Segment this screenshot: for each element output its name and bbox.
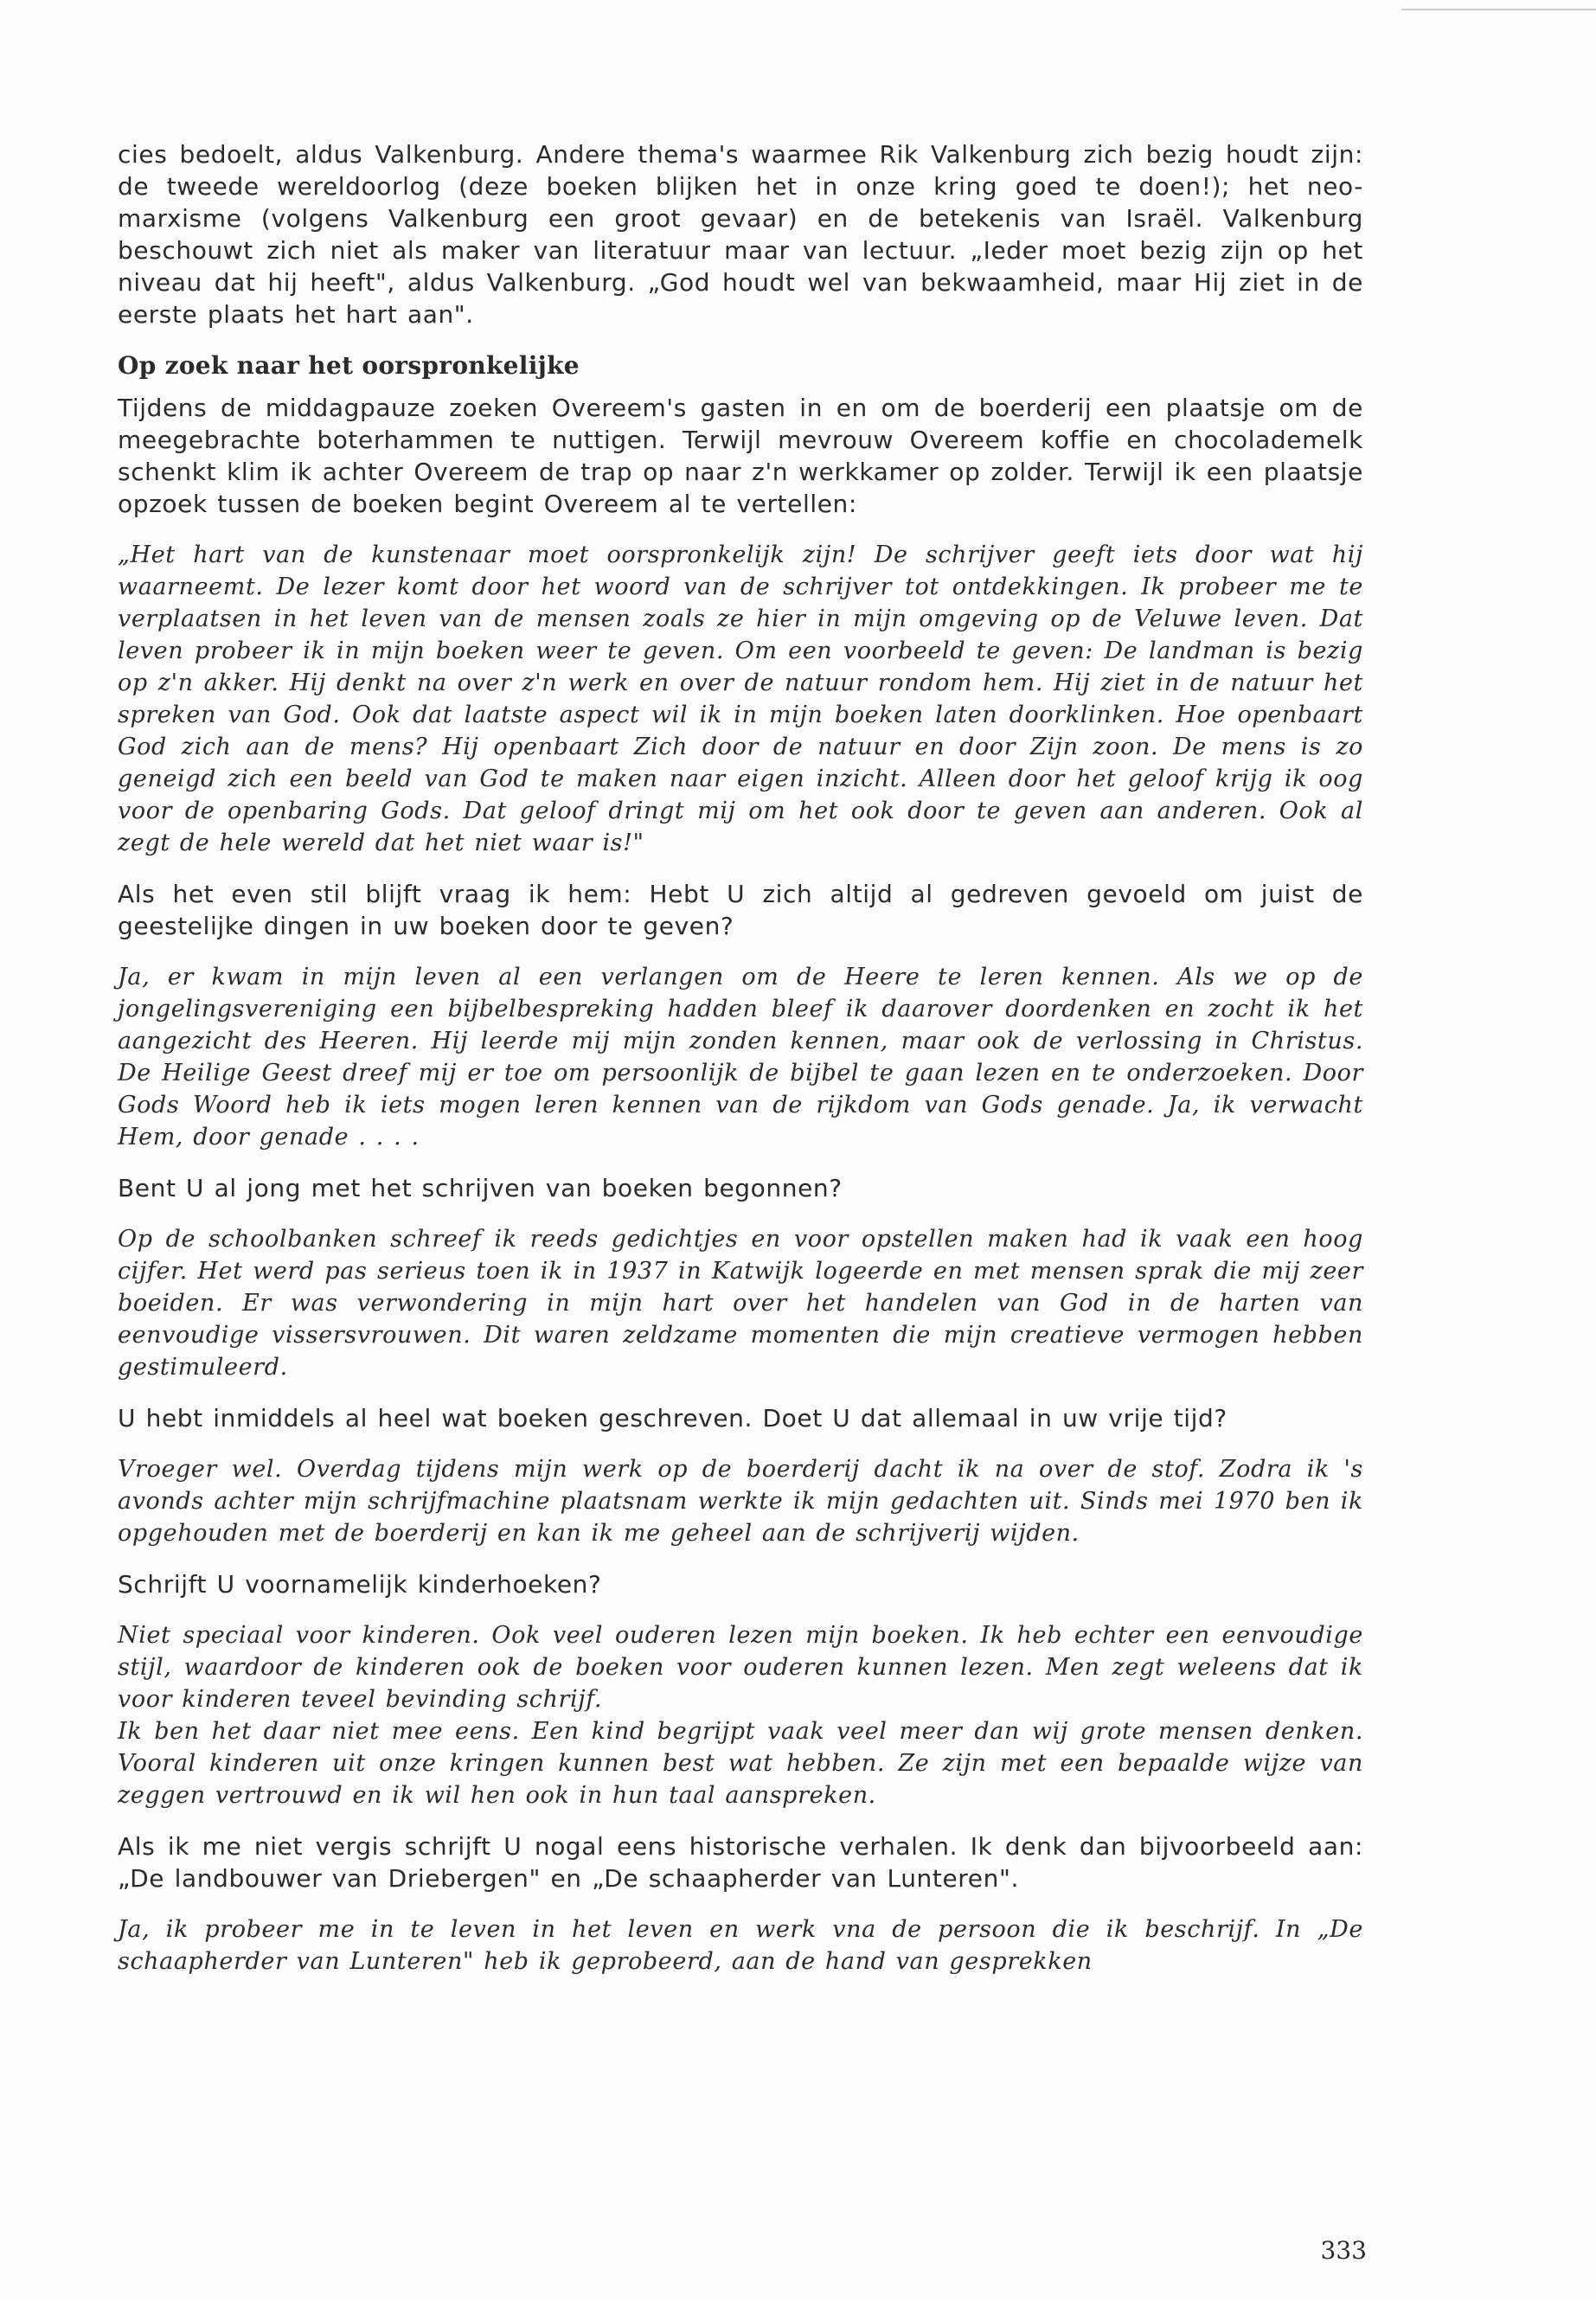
- answer-3: Vroeger wel. Overdag tijdens mijn werk op de boerderij dacht ik na over de stof. Zodra ik 's avonds achter mijn schrijfmachine plaatsnam werkte ik mijn gedachten uit. Sinds mei 1970 ben ik opgehouden met de boerderij en kan ik me geheel aan de schrijverij wijden.: [118, 1456, 1363, 1547]
- question-3: U hebt inmiddels al heel wat boeken geschreven. Doet U dat allemaal in uw vrije tijd?: [118, 1404, 1227, 1433]
- question-2: Bent U al jong met het schrijven van boeken begonnen?: [118, 1174, 843, 1202]
- scan-edge-line: [1401, 9, 1596, 10]
- answer-2: Op de schoolbanken schreef ik reeds gedichtjes en voor opstellen maken had ik vaak een hoog cijfer. Het werd pas serieus toen ik in 1937 in Katwijk logeerde en met mensen sprak die mij zeer boeiden. Er was verwondering in mijn hart over het handelen van God in de harten van eenvoudige vissersvrouwen. Dit waren zeldzame momenten die mijn creatieve vermogen hebben gestimuleerd.: [118, 1226, 1363, 1381]
- article-body: [118, 138, 1363, 1997]
- section-intro-paragraph: Tijdens de middagpauze zoeken Overeem's gasten in en om de boerderij een plaatsje om de meegebrachte boterhammen te nuttigen. Terwijl mevrouw Overeem koffie en chocolademelk schenkt klim ik achter Overeem de trap op naar z'n werkkamer op zolder. Terwijl ik een plaatsje opzoek tussen de boeken begint Overeem al te vertellen:: [118, 394, 1363, 518]
- question-4: Schrijft U voornamelijk kinderhoeken?: [118, 1570, 602, 1599]
- answer-1: Ja, er kwam in mijn leven al een verlangen om de Heere te leren kennen. Als we op de jongelingsvereniging een bijbelbespreking hadden bleef ik daarover doordenken en zocht ik het aangezicht des Heeren. Hij leerde mij mijn zonden kennen, maar ook de verlossing in Christus. De Heilige Geest dreef mij er toe om persoonlijk de bijbel te gaan lezen en te onderzoeken. Door Gods Woord heb ik iets mogen leren kennen van de rijkdom van Gods genade. Ja, ik verwacht Hem, door genade . . . .: [118, 964, 1363, 1150]
- question-5: Als ik me niet vergis schrijft U nogal eens historische verhalen. Ik denk dan bijvoorbeeld aan: „De landbouwer van Driebergen" en „De schaapherder van Lunteren".: [118, 1832, 1363, 1893]
- page-number: 333: [1320, 2236, 1367, 2265]
- section-heading: Op zoek naar het oorspronkelijke: [118, 351, 580, 380]
- quote-paragraph: „Het hart van de kunstenaar moet oorspronkelijk zijn! De schrijver geeft iets door wat hij waarneemt. De lezer komt door het woord van de schrijver tot ontdekkingen. Ik probeer me te verplaatsen in het leven van de mensen zoals ze hier in mijn omgeving op de Veluwe leven. Dat leven probeer ik in mijn boeken weer te geven. Om een voorbeeld te geven: De landman is bezig op z'n akker. Hij denkt na over z'n werk en over de natuur rondom hem. Hij ziet in de natuur het spreken van God. Ook dat laatste aspect wil ik in mijn boeken laten doorklinken. Hoe openbaart God zich aan de mens? Hij openbaart Zich door de natuur en door Zijn zoon. De mens is zo geneigd zich een beeld van God te maken naar eigen inzicht. Alleen door het geloof krijg ik oog voor de openbaring Gods. Dat geloof dringt mij om het ook door te geven aan anderen. Ook al zegt de hele wereld dat het niet waar is!": [118, 542, 1363, 856]
- intro-paragraph: cies bedoelt, aldus Valkenburg. Andere thema's waarmee Rik Valkenburg zich bezig houdt zijn: de tweede wereldoorlog (deze boeken blijken het in onze kring goed te doen!); het neo-marxisme (volgens Valkenburg een groot gevaar) en de betekenis van Israël. Valkenburg beschouwt zich niet als maker van literatuur maar van lectuur. „Ieder moet bezig zijn op het niveau dat hij heeft", aldus Valkenburg. „God houdt wel van bekwaamheid, maar Hij ziet in de eerste plaats het hart aan".: [118, 140, 1363, 329]
- answer-4b: Ik ben het daar niet mee eens. Een kind begrijpt vaak veel meer dan wij grote mensen denken. Vooral kinderen uit onze kringen kunnen best wat hebben. Ze zijn met een bepaalde wijze van zeggen vertrouwd en ik wil hen ook in hun taal aanspreken.: [118, 1718, 1363, 1809]
- question-1: Als het even stil blijft vraag ik hem: Hebt U zich altijd al gedreven gevoeld om juist de geestelijke dingen in uw boeken door te geven?: [118, 880, 1363, 940]
- answer-5: Ja, ik probeer me in te leven in het leven en werk vna de persoon die ik beschrijf. In „De schaapherder van Lunteren" heb ik geprobeerd, aan de hand van gesprekken: [118, 1916, 1363, 1975]
- answer-4a: Niet speciaal voor kinderen. Ook veel ouderen lezen mijn boeken. Ik heb echter een eenvoudige stijl, waardoor de kinderen ook de boeken voor ouderen kunnen lezen. Men zegt weleens dat ik voor kinderen teveel bevinding schrijf.: [118, 1622, 1363, 1713]
